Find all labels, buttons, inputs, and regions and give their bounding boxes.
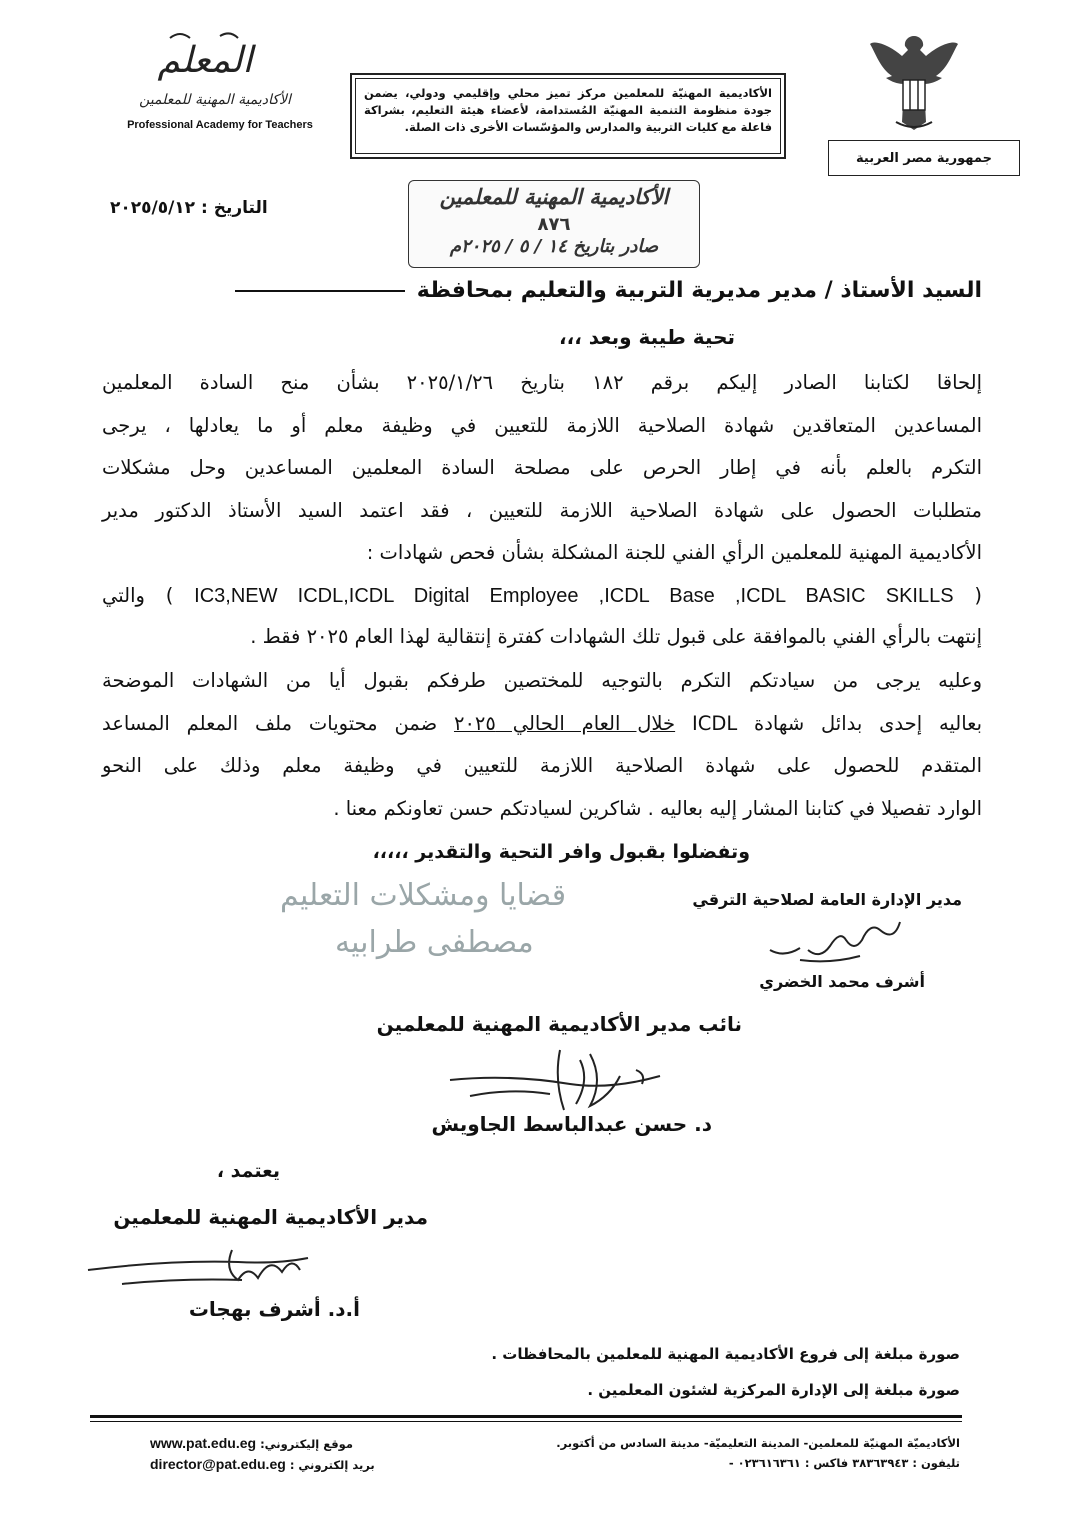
current-year-underlined: خلال العام الحالي ٢٠٢٥ — [453, 711, 676, 735]
footer-address-line: الأكاديميّة المهنيّة للمعلمين- المدينة التعليميّة- مدينة السادس من أكتوبر. — [556, 1436, 960, 1450]
signatory-2-title: نائب مدير الأكاديمية المهنية للمعلمين — [376, 1012, 742, 1036]
addressee — [235, 278, 982, 303]
paragraph-1-line: الأكاديمية المهنية للمعلمين الرأي الفني للجنة المشكلة بشأن فحص شهادات : — [366, 541, 982, 564]
website-label: موقع إليكتروني: — [260, 1437, 353, 1451]
watermark-line-2: مصطفى طرابيه — [335, 925, 534, 960]
cert-close-text: ) والتي — [102, 584, 174, 607]
cc-line-2: صورة مبلغة إلى الإدارة المركزية لشئون المعلمين . — [587, 1381, 960, 1399]
paragraph-1-line: متطلبات الحصول على شهادة الصلاحية اللازمة للتعيين ، فقد اعتمد السيد الأستاذ الدكتور مدير — [102, 498, 982, 522]
paragraph-1-line: إلحاقا لكتابنا الصادر إليكم برقم ١٨٢ بتاريخ ٢٠٢٥/١/٢٦ بشأن منح السادة المعلمين — [102, 371, 982, 394]
signatory-1-name: أشرف محمد الخضري — [759, 972, 925, 991]
signatory-3-title: مدير الأكاديمية المهنية للمعلمين — [113, 1205, 428, 1229]
certificates-line — [102, 576, 982, 616]
paragraph-1-line: التكرم بالعلم بأنه في إطار الحرص على مصلحة السادة المعلمين المساعدين وحل مشكلات — [102, 456, 982, 479]
paragraph-3 — [102, 660, 982, 830]
paragraph-3-line: المتقدم للحصول على شهادة الصلاحية اللازمة للتعيين في وظيفة معلم وذلك على النحو — [102, 754, 982, 777]
addressee-text: السيد الأستاذ / مدير مديرية التربية والتعليم بمحافظة — [416, 278, 982, 303]
country-label: جمهورية مصر العربية — [828, 140, 1020, 176]
mission-statement-box — [350, 73, 786, 159]
signatory-2-name: د. حسن عبدالباسط الجاويش — [431, 1112, 712, 1136]
addressee-blank-line — [235, 290, 405, 292]
signature-3-scribble-icon — [82, 1240, 362, 1292]
watermark-line-1: قضايا ومشكلات التعليم — [280, 878, 567, 913]
email-label: بريد إلكتروني : — [289, 1458, 375, 1472]
stamp-line-2: ٨٧٦ — [537, 214, 571, 235]
signature-2-scribble-icon — [440, 1040, 670, 1120]
paragraph-1 — [102, 362, 982, 575]
egypt-eagle-emblem-icon — [866, 30, 962, 134]
paragraph-2: إنتهت بالرأي الفني بالموافقة على قبول تلك الشهادات كفترة إنتقالية لهذا العام ٢٠٢٥ فقط . — [250, 625, 982, 648]
incoming-stamp — [408, 180, 700, 268]
footer-divider-thick — [90, 1415, 962, 1418]
signatory-1-title: مدير الإدارة العامة لصلاحية الترقي — [692, 890, 962, 909]
academy-logo-icon — [150, 28, 260, 88]
stamp-line-3: صادر بتاريخ ١٤ / ٥ / ٢٠٢٥م — [449, 236, 659, 257]
footer-divider-thin — [90, 1421, 962, 1422]
footer-contact — [150, 1433, 375, 1475]
paragraph-3-line — [102, 703, 982, 746]
greeting: تحية طيبة وبعد ،،، — [559, 325, 735, 349]
approval-word: يعتمد ، — [216, 1160, 280, 1182]
logo-text: المعلم — [157, 40, 253, 81]
stamp-line-1: الأكاديمية المهنية للمعلمين — [439, 185, 669, 209]
academy-name-english: Professional Academy for Teachers — [127, 119, 313, 131]
signatory-3-name: أ.د. أشرف بهجات — [188, 1297, 360, 1321]
cert-open-paren: ( — [974, 584, 982, 607]
letter-date: التاريخ : ٢٠٢٥/٥/١٢ — [110, 198, 268, 218]
closing-salutation: وتفضلوا بقبول وافر التحية والتقدير ،،،،، — [372, 841, 750, 863]
academy-name-arabic: الأكاديمية المهنية للمعلمين — [139, 92, 291, 108]
footer-address — [556, 1433, 960, 1473]
footer-phone-line: تليفون : ٣٨٣٦٣٩٤٣ فاكس : ٠٢٣٦١٦٣٦١ - — [728, 1456, 960, 1470]
mission-statement: الأكاديمية المهنيّة للمعلمين مركز تميز محلي وإقليمي ودولي، يضمن جودة منظومة التنمية المهنيّة المُستدامة، لأعضاء هيئة التعليم، بشراكة فاعلة مع كليات التربية والمدارس والمؤسّسات الأخرى ذات الصلة. — [355, 78, 781, 154]
website-link[interactable]: www.pat.edu.eg — [150, 1435, 257, 1451]
paragraph-3-line: الوارد تفصيلا في كتابنا المشار إليه بعاليه . شاكرين لسيادتكم حسن تعاونكم معنا . — [333, 796, 982, 820]
certificate-list: IC3,NEW ICDL,ICDL Digital Employee ,ICDL Base ,ICDL BASIC SKILLS — [194, 585, 954, 607]
cc-line-1: صورة مبلغة إلى فروع الأكاديمية المهنية للمعلمين بالمحافظات . — [491, 1345, 960, 1363]
email-link[interactable]: director@pat.edu.eg — [150, 1456, 286, 1472]
paragraph-3-line-2b: ضمن محتويات ملف المعلم المساعد — [102, 711, 438, 735]
paragraph-3-line-2a: بعاليه إحدى بدائل شهادة ICDL — [691, 711, 983, 735]
paragraph-1-line: المساعدين المتعاقدين شهادة الصلاحية اللازمة للتعيين في وظيفة معلم أو ما يعادلها ، يرجى — [102, 413, 982, 437]
paragraph-3-line: وعليه يرجى من سيادتكم التكرم بالتوجيه للمختصين طرفكم بقبول أيا من الشهادات الموضحة — [102, 669, 982, 692]
signature-1-scribble-icon — [760, 912, 910, 970]
